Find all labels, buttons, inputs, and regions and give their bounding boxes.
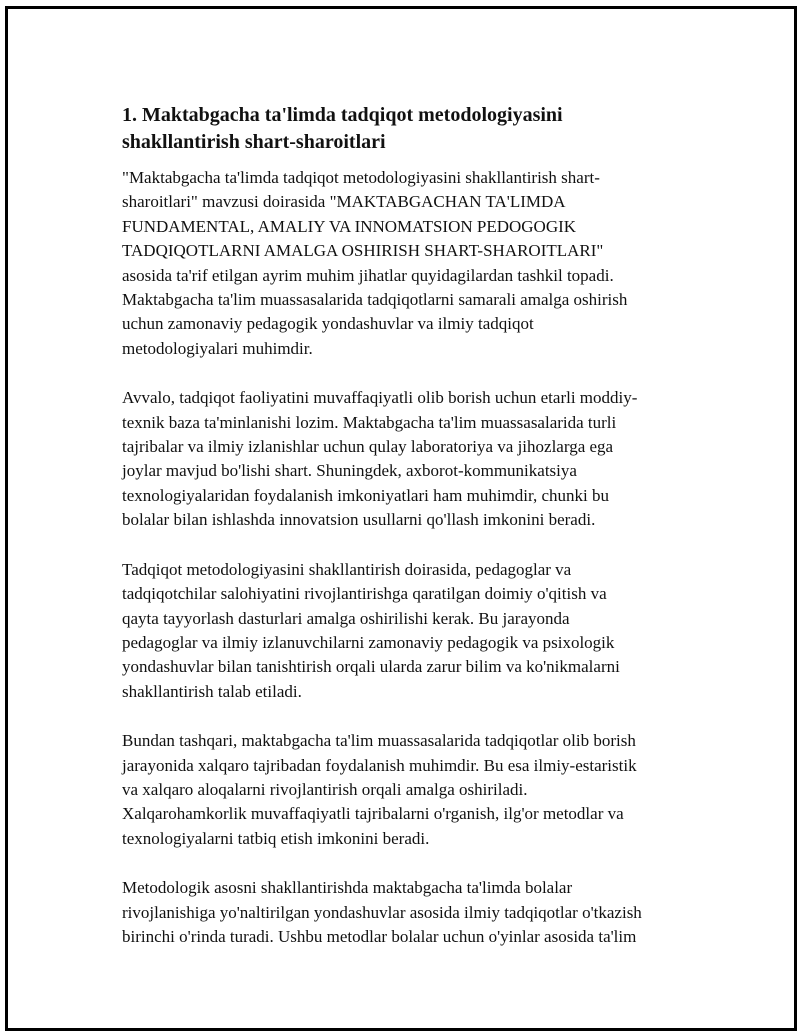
paragraph-methodology: [122, 876, 702, 949]
text-line: va xalqaro aloqalarni rivojlantirish orqali amalga oshiriladi.: [122, 779, 528, 799]
text-line: jarayonida xalqaro tajribadan foydalanish muhimdir. Bu esa ilmiy-estaristik: [122, 755, 637, 775]
title-line: shakllantirish shart-sharoitlari: [122, 131, 386, 153]
text-line: texnologiyalarni tatbiq etish imkonini beradi.: [122, 828, 430, 848]
paragraph-international: [122, 729, 702, 851]
text-line: tajribalar va ilmiy izlanishlar uchun qulay laboratoriya va jihozlarga ega: [122, 437, 614, 457]
text-line: metodologiyalari muhimdir.: [122, 338, 313, 358]
text-line: sharoitlari" mavzusi doirasida "MAKTABGACHAN TA'LIMDA: [122, 192, 566, 212]
text-line: Avvalo, tadqiqot faoliyatini muvaffaqiyatli olib borish uchun etarli moddiy-: [122, 388, 638, 408]
paragraph-material-base: [122, 386, 702, 532]
paragraph-teacher-training: [122, 558, 702, 704]
text-line: yondashuvlar bilan tanishtirish orqali ularda zarur bilim va ko'nikmalarni: [122, 657, 620, 677]
text-line: asosida ta'rif etilgan ayrim muhim jihatlar quyidagilardan tashkil topadi.: [122, 265, 614, 285]
text-line: Maktabgacha ta'lim muassasalarida tadqiqotlarni samarali amalga oshirish: [122, 290, 628, 310]
title-line: 1. Maktabgacha ta'limda tadqiqot metodologiyasini: [122, 104, 563, 126]
text-line: qayta tayyorlash dasturlari amalga oshirilishi kerak. Bu jarayonda: [122, 608, 570, 628]
text-line: Tadqiqot metodologiyasini shakllantirish doirasida, pedagoglar va: [122, 559, 572, 579]
document-title: [122, 102, 702, 156]
text-line: texnologiyalaridan foydalanish imkoniyatlari ham muhimdir, chunki bu: [122, 485, 610, 505]
text-line: birinchi o'rinda turadi. Ushbu metodlar bolalar uchun o'yinlar asosida ta'lim: [122, 926, 637, 946]
text-line: shakllantirish talab etiladi.: [122, 681, 302, 701]
paragraph-intro: [122, 166, 702, 361]
text-line: texnik baza ta'minlanishi lozim. Maktabgacha ta'lim muassasalarida turli: [122, 412, 617, 432]
text-line: TADQIQOTLARNI AMALGA OSHIRISH SHART-SHAROITLARI": [122, 241, 604, 261]
text-line: rivojlanishiga yo'naltirilgan yondashuvlar asosida ilmiy tadqiqotlar o'tkazish: [122, 902, 642, 922]
text-line: bolalar bilan ishlashda innovatsion usullarni qo'llash imkonini beradi.: [122, 510, 596, 530]
text-line: uchun zamonaviy pedagogik yondashuvlar va ilmiy tadqiqot: [122, 314, 534, 334]
text-line: Xalqarohamkorlik muvaffaqiyatli tajribalarni o'rganish, ilg'or metodlar va: [122, 804, 624, 824]
text-line: FUNDAMENTAL, AMALIY VA INNOMATSION PEDOGOGIK: [122, 216, 577, 236]
text-line: joylar mavjud bo'lishi shart. Shuningdek, axborot-kommunikatsiya: [122, 461, 577, 481]
text-line: "Maktabgacha ta'limda tadqiqot metodologiyasini shakllantirish shart-: [122, 168, 600, 187]
text-line: Bundan tashqari, maktabgacha ta'lim muassasalarida tadqiqotlar olib borish: [122, 731, 636, 751]
text-line: tadqiqotchilar salohiyatini rivojlantirishga qaratilgan doimiy o'qitish va: [122, 584, 607, 604]
page-frame: [5, 6, 797, 1031]
text-line: Metodologik asosni shakllantirishda maktabgacha ta'limda bolalar: [122, 878, 573, 898]
text-line: pedagoglar va ilmiy izlanuvchilarni zamonaviy pedagogik va psixologik: [122, 632, 615, 652]
document-body: [122, 102, 702, 974]
